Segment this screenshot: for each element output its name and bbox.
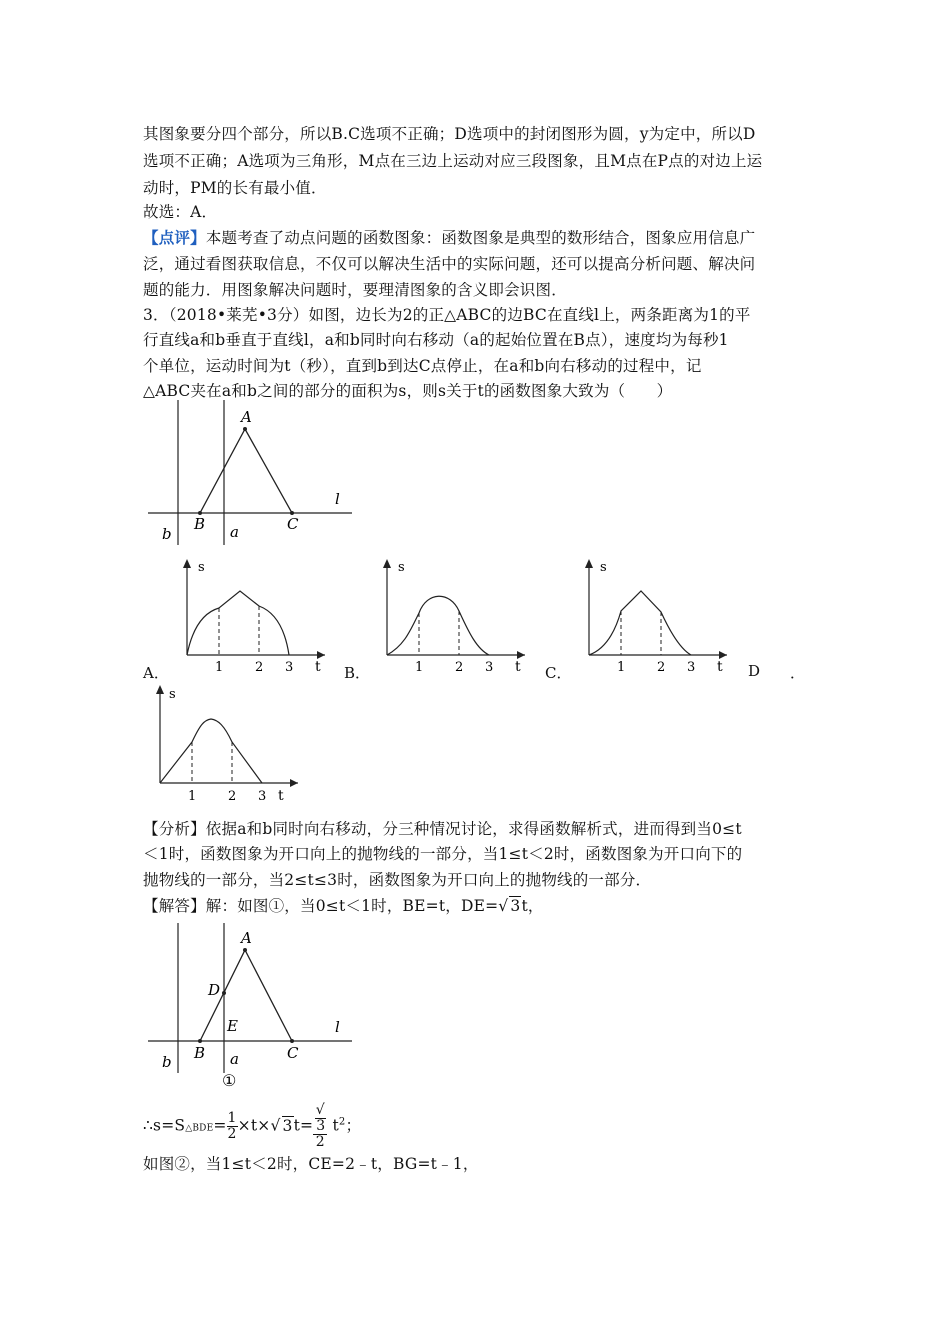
question-line4: △ABC夹在a和b之间的部分的面积为s，则s关于t的函数图象大致为（ ） [143, 382, 673, 400]
tick-2: 2 [255, 660, 264, 675]
curve-b [387, 596, 489, 655]
review-line1 [143, 226, 813, 248]
tick-1: 1 [188, 789, 197, 804]
curve-c [589, 591, 691, 655]
review-tag: 【点评】 [143, 228, 206, 247]
label-B: B [194, 515, 206, 533]
triangle-abc [200, 429, 292, 513]
tick-1: 1 [415, 660, 424, 675]
graph-c [567, 555, 737, 680]
solution-suffix: t， [521, 897, 544, 915]
figure-1 [140, 918, 360, 1093]
formula-start: ∴s=S [143, 1116, 186, 1135]
axis-t: t [315, 659, 321, 675]
frac-sqrt3-half [313, 1103, 327, 1150]
label-a: a [230, 523, 239, 541]
tick-2: 2 [455, 660, 464, 675]
axis-s: s [398, 560, 405, 575]
label-C: C [287, 515, 299, 533]
tick-3: 3 [485, 660, 494, 675]
frac-half-den: 2 [227, 1126, 237, 1142]
tick-1: 1 [617, 660, 626, 675]
review-line2: 泛，通过看图获取信息，不仅可以解决生活中的实际问题，还可以提高分析问题、解决问 [143, 255, 756, 273]
graph-b [365, 555, 535, 680]
option-d-label: D [748, 662, 761, 680]
graph-d [138, 680, 308, 805]
formula-times: ×t× [237, 1116, 271, 1135]
answer-line: 故选：A． [143, 203, 218, 221]
fig1-label-b: b [162, 1053, 172, 1071]
tick-2: 2 [657, 660, 666, 675]
question-line3: 个单位，运动时间为t（秒），直到b到达C点停止，在a和b向右移动的过程中，记 [143, 357, 702, 375]
formula-eq: = [213, 1116, 227, 1135]
frac-half [227, 1111, 238, 1142]
label-b: b [162, 525, 172, 543]
formula-end: ； [345, 1116, 362, 1135]
tick-1: 1 [215, 660, 224, 675]
axis-s: s [169, 687, 176, 702]
fig1-label-D: D [208, 981, 221, 999]
frac-sqrt3-den: 2 [315, 1134, 325, 1150]
analysis-line2: ＜1时，函数图象为开口向上的抛物线的一部分，当1≤t＜2时，函数图象为开口向下的 [143, 845, 743, 863]
fig1-caption: ① [222, 1071, 237, 1090]
para1-line2: 选项不正确；A选项为三角形，M点在三边上运动对应三段图象，且M点在P点的对边上运 [143, 152, 763, 170]
review-text: 本题考查了动点问题的函数图象：函数图象是典型的数形结合，图象应用信息广 [205, 229, 756, 247]
graph-a [165, 555, 335, 680]
fig1-label-A: A [241, 929, 252, 947]
frac-sqrt3-num: √ 3 [313, 1103, 327, 1135]
main-figure [140, 395, 360, 555]
analysis-line3: 抛物线的一部分，当2≤t≤3时，函数图象为开口向上的抛物线的一部分． [143, 871, 652, 889]
analysis-line1: 【分析】依据a和b同时向右移动，分三种情况讨论，求得函数解析式，进而得到当0≤t [143, 820, 742, 838]
solution-sqrt3: 3 [510, 897, 521, 915]
question-line1: 3．（2018•莱芜•3分）如图，边长为2的正△ABC的边BC在直线l上，两条距离为1的平 [143, 306, 751, 324]
fig1-label-l: l [335, 1018, 340, 1036]
tick-3: 3 [285, 660, 294, 675]
tick-3: 3 [258, 789, 267, 804]
curve-a [187, 591, 289, 655]
review-line3: 题的能力．用图象解决问题时，要理清图象的含义即会识图． [143, 281, 567, 299]
option-c-label: C． [545, 664, 572, 682]
formula-sub: △BDE [185, 1123, 214, 1134]
formula-line: ∴s=S△BDE= $\frac{1}{2}$ ×t×√ 3t= √ 3 2 $t^2$； [143, 1102, 362, 1150]
fig1-label-a: a [230, 1050, 239, 1068]
fig1-label-E: E [227, 1017, 238, 1035]
formula-sqrt3: 3 [282, 1116, 293, 1135]
axis-t: t [717, 659, 723, 675]
axis-t: t [278, 788, 284, 804]
label-l: l [335, 490, 340, 508]
tick-3: 3 [687, 660, 696, 675]
formula-pow: 2 [338, 1116, 346, 1128]
option-b-label: B． [344, 664, 371, 682]
axis-s: s [198, 560, 205, 575]
option-d-dot: ． [790, 664, 806, 682]
fig1-label-C: C [287, 1044, 299, 1062]
formula-teq: t= [293, 1116, 314, 1135]
frac-half-num: 1 [227, 1110, 237, 1126]
frac-sqrt3-num-val: 3 [316, 1118, 326, 1134]
solution-prefix: 【解答】解：如图①，当0≤t＜1时，BE=t，DE= [143, 897, 499, 915]
fig1-label-B: B [194, 1044, 206, 1062]
para1-line3: 动时，PM的长有最小值． [143, 179, 327, 197]
curve-d [160, 719, 262, 783]
solution-line: 【解答】解：如图①，当0≤t＜1时，BE=t，DE=√ 3t， [143, 897, 544, 915]
para1-line1: 其图象要分四个部分，所以B.C选项不正确；D选项中的封闭图形为圆，y为定中，所以D [143, 125, 756, 143]
axis-t: t [515, 659, 521, 675]
axis-s: s [600, 560, 607, 575]
option-a-label: A． [143, 664, 169, 682]
point-a [243, 427, 247, 431]
label-A: A [241, 408, 252, 426]
case2-line: 如图②，当1≤t＜2时，CE=2﹣t，BG=t﹣1， [143, 1155, 479, 1173]
question-line2: 行直线a和b垂直于直线l，a和b同时向右移动（a的起始位置在B点），速度均为每秒1 [143, 331, 729, 349]
formula-t: t [332, 1116, 339, 1135]
tick-2: 2 [228, 789, 237, 804]
